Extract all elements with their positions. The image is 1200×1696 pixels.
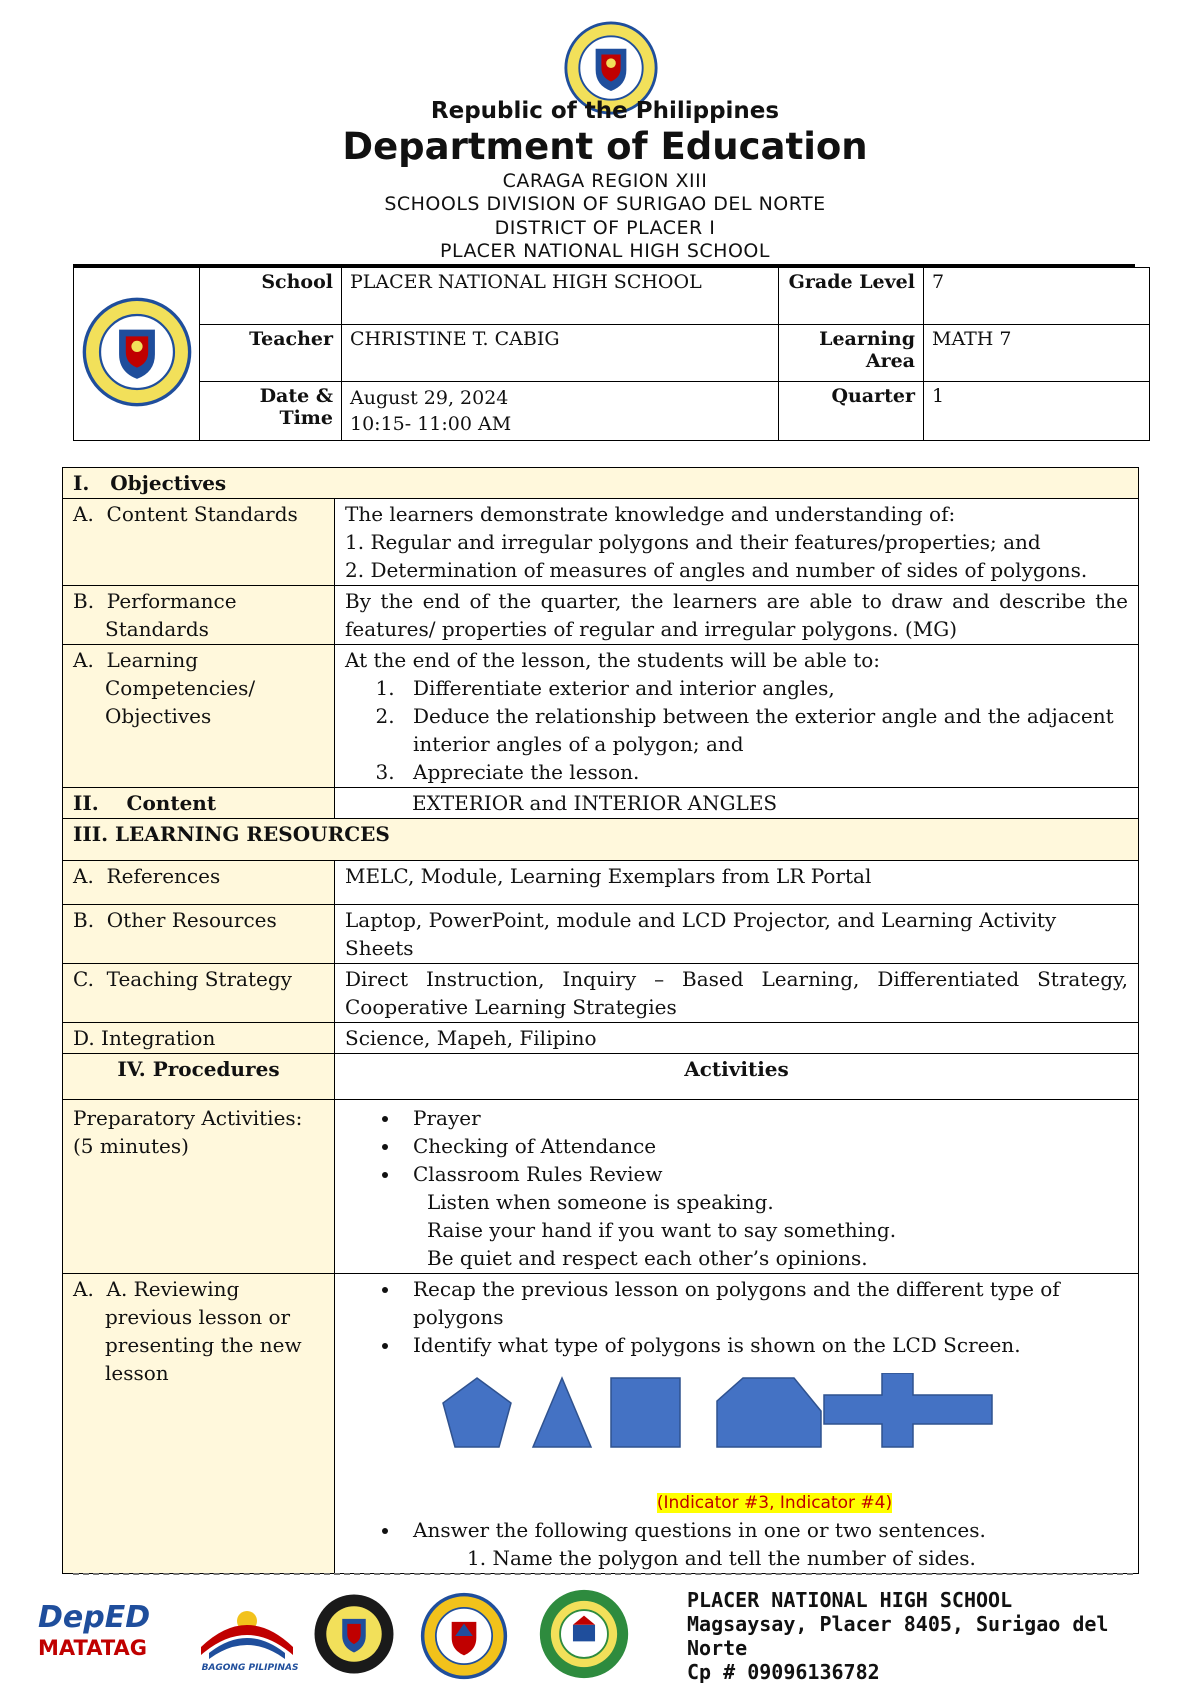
performance-standards-cell: By the end of the quarter, the learners are able to draw and describe the features/ properties of regular and irregular polygons. (MG): [335, 586, 1139, 645]
footer-school-name: PLACER NATIONAL HIGH SCHOOL: [687, 1588, 1013, 1612]
content-value: EXTERIOR and INTERIOR ANGLES: [335, 788, 1139, 819]
competencies-label: A. Learning Competencies/ Objectives: [63, 645, 335, 788]
competency-item: 1. Differentiate exterior and interior angles,: [401, 674, 1128, 702]
content-standards-label: A. Content Standards: [63, 499, 335, 586]
district-seal-icon: [420, 1592, 508, 1680]
rule-line: Raise your hand if you want to say something.: [427, 1218, 897, 1242]
triangle-shape: [533, 1378, 591, 1447]
content-standards-cell: The learners demonstrate knowledge and understanding of: 1. Regular and irregular polygons and their features/properties; and 2. Determination of measures of angles and number of sides of polygons.: [335, 499, 1139, 586]
teacher-value: CHRISTINE T. CABIG: [342, 325, 779, 382]
deped-seal-icon: [81, 296, 193, 408]
footer-phone: Cp # 09096136782: [687, 1660, 880, 1684]
other-resources-label: B. Other Resources: [63, 905, 335, 964]
lesson-plan-table: [62, 467, 1139, 1574]
school-seal-icon: [538, 1588, 630, 1680]
procedures-heading: IV. Procedures: [63, 1054, 335, 1100]
resources-heading: III. LEARNING RESOURCES: [63, 819, 1139, 861]
competency-item: 2. Deduce the relationship between the exterior angle and the adjacent interior angles of a polygon; and: [401, 702, 1128, 758]
references-label: A. References: [63, 861, 335, 905]
objectives-heading: I. Objectives: [63, 468, 1139, 499]
teaching-strategy-label: C. Teaching Strategy: [63, 964, 335, 1023]
cross-shape: [824, 1373, 992, 1447]
pentagon-shape: [443, 1378, 511, 1447]
grade-label: Grade Level: [779, 268, 924, 325]
grade-value: 7: [924, 268, 1150, 325]
area-label: Learning Area: [779, 325, 924, 382]
reviewing-cell: [335, 1274, 1139, 1574]
info-logo-cell: [74, 268, 200, 441]
district-line: DISTRICT OF PLACER I: [494, 217, 716, 239]
school-value: PLACER NATIONAL HIGH SCHOOL: [342, 268, 779, 325]
question-item: 1. Name the polygon and tell the number of sides.: [467, 1546, 976, 1570]
division-line: SCHOOLS DIVISION OF SURIGAO DEL NORTE: [384, 193, 826, 215]
date-value: August 29, 2024 10:15- 11:00 AM: [342, 382, 779, 441]
preparatory-label: Preparatory Activities: (5 minutes): [63, 1100, 335, 1274]
footer-contact-block: [687, 1588, 1137, 1684]
quarter-value: 1: [924, 382, 1150, 441]
region-line: CARAGA REGION XIII: [502, 170, 708, 192]
integration-value: Science, Mapeh, Filipino: [335, 1023, 1139, 1054]
content-label: II. Content: [63, 788, 335, 819]
reviewing-label: A. A. Reviewing previous lesson or presenting the new lesson: [63, 1274, 335, 1574]
school-line: PLACER NATIONAL HIGH SCHOOL: [440, 240, 770, 262]
footer-address-cont: Norte: [687, 1636, 748, 1660]
footer-address: Magsaysay, Placer 8405, Surigao del: [687, 1612, 1109, 1636]
competency-item: 3. Appreciate the lesson.: [401, 758, 1128, 786]
date-label: Date & Time: [200, 382, 342, 441]
review-item: • Identify what type of polygons is shown on the LCD Screen.: [401, 1331, 1128, 1359]
rule-line: Listen when someone is speaking.: [427, 1190, 774, 1214]
info-table: [73, 267, 1150, 441]
bagong-pilipinas-icon: [195, 1597, 299, 1659]
school-label: School: [200, 268, 342, 325]
department-heading: Department of Education: [342, 125, 868, 168]
footer-rule: [73, 1573, 1133, 1575]
area-value: MATH 7: [924, 325, 1150, 382]
polygon-shapes-figure: [441, 1373, 1041, 1488]
integration-label: D. Integration: [63, 1023, 335, 1054]
teaching-strategy-value: Direct Instruction, Inquiry – Based Learning, Differentiated Strategy, Cooperative Learning Strategies: [335, 964, 1139, 1023]
square-shape: [611, 1378, 680, 1447]
prep-item: • Checking of Attendance: [401, 1132, 1128, 1160]
rule-line: Be quiet and respect each other’s opinions.: [427, 1246, 868, 1270]
review-item: • Recap the previous lesson on polygons and the different type of polygons: [401, 1275, 1128, 1331]
preparatory-cell: [335, 1100, 1139, 1274]
competencies-cell: At the end of the lesson, the students will be able to: 1. Differentiate exterior and interior angles, 2. Deduce the relationship between the exterior angle and the adjacent interior angles of a polygon; and 3. Appreciate the lesson.: [335, 645, 1139, 788]
indicator-note: (Indicator #3, Indicator #4): [656, 1493, 893, 1513]
bagong-pilipinas-logo: BAGONG PILIPINAS: [195, 1597, 305, 1679]
republic-heading: Republic of the Philippines: [430, 98, 780, 124]
irregular-pentagon-shape: [717, 1378, 821, 1447]
references-value: MELC, Module, Learning Exemplars from LR Portal: [335, 861, 1139, 905]
prep-item: • Prayer: [401, 1104, 1128, 1132]
performance-standards-label: B. Performance Standards: [63, 586, 335, 645]
division-seal-icon: [312, 1592, 396, 1676]
other-resources-value: Laptop, PowerPoint, module and LCD Projector, and Learning Activity Sheets: [335, 905, 1139, 964]
answer-item: • Answer the following questions in one or two sentences.: [401, 1516, 1128, 1544]
quarter-label: Quarter: [779, 382, 924, 441]
activities-heading: Activities: [335, 1054, 1139, 1100]
deped-matatag-logo: DepED MATATAG: [38, 1600, 151, 1660]
teacher-label: Teacher: [200, 325, 342, 382]
prep-item: • Classroom Rules Review: [401, 1160, 1128, 1188]
